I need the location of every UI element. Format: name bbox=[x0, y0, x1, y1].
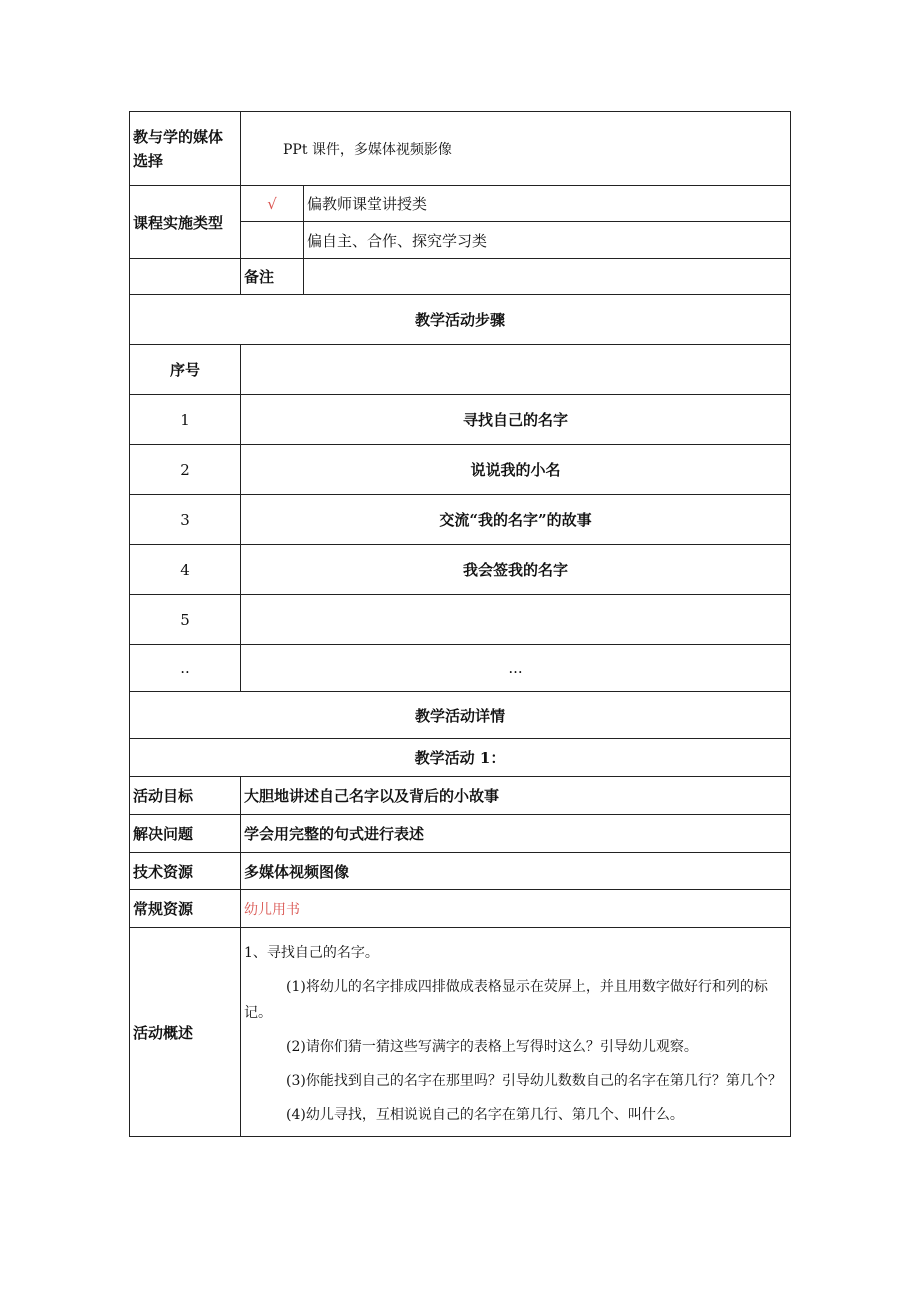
overview-paragraph: (1)将幼儿的名字排成四排做成表格显示在荧屏上，并且用数字做好行和列的标记。 bbox=[244, 979, 768, 1021]
course-type-check bbox=[241, 222, 304, 259]
overview-content bbox=[241, 928, 791, 1137]
remark-row bbox=[130, 259, 791, 295]
steps-col-header-empty bbox=[241, 345, 791, 395]
field-row-resources bbox=[130, 890, 791, 928]
course-type-check: √ bbox=[241, 186, 304, 222]
field-label: 技术资源 bbox=[130, 853, 241, 890]
field-value: 幼儿用书 bbox=[241, 890, 791, 928]
remark-empty-cell bbox=[130, 259, 241, 295]
media-label: 教与学的媒体选择 bbox=[130, 112, 241, 186]
field-value: 大胆地讲述自己名字以及背后的小故事 bbox=[241, 777, 791, 815]
step-row bbox=[130, 495, 791, 545]
step-text bbox=[241, 595, 791, 645]
step-text: 交流“我的名字”的故事 bbox=[241, 495, 791, 545]
field-row-problem bbox=[130, 815, 791, 853]
step-number: 2 bbox=[130, 445, 241, 495]
remark-value bbox=[304, 259, 791, 295]
overview-paragraph: (4)幼儿寻找，互相说说自己的名字在第几行、第几个、叫什么。 bbox=[286, 1107, 684, 1123]
step-text: ... bbox=[241, 645, 791, 692]
overview-paragraph: 1、寻找自己的名字。 bbox=[244, 945, 379, 961]
course-type-option: 偏自主、合作、探究学习类 bbox=[304, 222, 791, 259]
steps-col-header: 序号 bbox=[130, 345, 241, 395]
field-row-tech bbox=[130, 853, 791, 890]
details-header-row bbox=[130, 692, 791, 739]
field-value: 多媒体视频图像 bbox=[241, 853, 791, 890]
step-row bbox=[130, 595, 791, 645]
steps-col-header-row bbox=[130, 345, 791, 395]
lesson-plan-table bbox=[129, 111, 791, 1137]
step-row bbox=[130, 395, 791, 445]
remark-label: 备注 bbox=[241, 259, 304, 295]
step-number: 3 bbox=[130, 495, 241, 545]
media-row bbox=[130, 112, 791, 186]
field-row-goal bbox=[130, 777, 791, 815]
field-label: 活动目标 bbox=[130, 777, 241, 815]
overview-label: 活动概述 bbox=[130, 928, 241, 1137]
details-header: 教学活动详情 bbox=[130, 692, 791, 739]
activity-title: 教学活动 1： bbox=[130, 739, 791, 777]
course-type-label: 课程实施类型 bbox=[130, 186, 241, 259]
activity-title-row bbox=[130, 739, 791, 777]
step-number: 4 bbox=[130, 545, 241, 595]
field-label: 解决问题 bbox=[130, 815, 241, 853]
media-value: PPt 课件，多媒体视频影像 bbox=[241, 112, 791, 186]
step-number: 5 bbox=[130, 595, 241, 645]
step-number: 1 bbox=[130, 395, 241, 445]
step-row bbox=[130, 445, 791, 495]
step-number: .. bbox=[130, 645, 241, 692]
steps-header-row bbox=[130, 295, 791, 345]
course-type-row bbox=[130, 186, 791, 222]
overview-paragraph: (3)你能找到自己的名字在那里吗？引导幼儿数数自己的名字在第几行？第几个？ bbox=[286, 1073, 782, 1089]
course-type-option: 偏教师课堂讲授类 bbox=[304, 186, 791, 222]
overview-row bbox=[130, 928, 791, 1137]
step-text: 说说我的小名 bbox=[241, 445, 791, 495]
field-value: 学会用完整的句式进行表述 bbox=[241, 815, 791, 853]
step-row bbox=[130, 645, 791, 692]
steps-header: 教学活动步骤 bbox=[130, 295, 791, 345]
field-label: 常规资源 bbox=[130, 890, 241, 928]
step-text: 寻找自己的名字 bbox=[241, 395, 791, 445]
overview-paragraph: (2)请你们猜一猜这些写满字的表格上写得时这么？引导幼儿观察。 bbox=[286, 1039, 698, 1055]
step-text: 我会签我的名字 bbox=[241, 545, 791, 595]
step-row bbox=[130, 545, 791, 595]
